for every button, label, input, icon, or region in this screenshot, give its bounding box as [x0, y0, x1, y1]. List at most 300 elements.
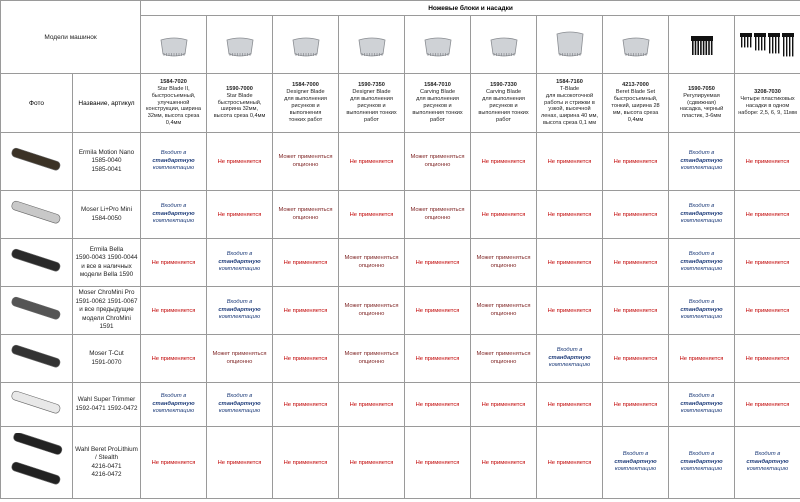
status-text: Входит в [556, 347, 583, 354]
status-optional [471, 335, 537, 383]
blade-header-1584-7000 [273, 74, 339, 133]
blade-image-1584-7160 [537, 16, 603, 74]
blade-desc-line: выполнения тонких [346, 109, 397, 116]
status-not-applicable [405, 287, 471, 335]
status-text: комплектацию [614, 466, 657, 473]
status-text: опционно [358, 262, 385, 269]
status-optional [273, 133, 339, 191]
blade-desc-line: для высокоточной [545, 92, 594, 99]
model-name-line: 4216-0471 [91, 462, 122, 470]
status-text: Не применяется [613, 401, 658, 408]
model-name [73, 191, 141, 239]
blade-desc-line: для выполнения [284, 96, 327, 103]
status-text: Может применяться [476, 350, 531, 357]
status-text: комплектацию [218, 266, 261, 273]
status-text: комплектацию [680, 466, 723, 473]
blade-desc-line: ленах, ширина 40 мм, [540, 113, 599, 120]
status-text: Не применяется [415, 355, 460, 362]
model-row [1, 383, 800, 427]
blade-desc-line: работ [430, 116, 445, 123]
blade-desc-line: Carving Blade [485, 89, 522, 96]
model-name [73, 287, 141, 335]
blade-desc-line: для выполнения [350, 96, 393, 103]
status-optional [471, 287, 537, 335]
blade-desc-line: выполнения тонких [412, 109, 463, 116]
status-text: Не применяется [613, 307, 658, 314]
status-not-applicable [141, 287, 207, 335]
status-text: стандартную [218, 400, 261, 407]
status-not-applicable [471, 383, 537, 427]
status-text: Не применяется [151, 307, 196, 314]
status-standard [669, 191, 735, 239]
status-not-applicable [471, 133, 537, 191]
status-text: Входит в [160, 150, 187, 157]
status-text: Не применяется [283, 307, 328, 314]
model-row [1, 427, 800, 499]
blade-desc-line: пластик, 3-6мм [681, 113, 722, 120]
status-standard [537, 335, 603, 383]
status-not-applicable [603, 239, 669, 287]
status-text: Не применяется [283, 401, 328, 408]
blade-desc-line: быстросъемный, [217, 99, 262, 106]
status-not-applicable [471, 427, 537, 499]
status-text: стандартную [680, 258, 723, 265]
blade-desc-line: работы и стрижки в [544, 99, 595, 106]
status-text: Входит в [688, 393, 715, 400]
status-not-applicable [141, 335, 207, 383]
status-not-applicable [603, 335, 669, 383]
blade-image-4213-7000 [603, 16, 669, 74]
status-standard [603, 427, 669, 499]
blade-desc-line: рисунков и [357, 103, 386, 109]
blade-header-1584-7020 [141, 74, 207, 133]
blade-image-1590-7000 [207, 16, 273, 74]
blade-article: 1584-7010 [424, 82, 451, 89]
status-text: Не применяется [481, 401, 526, 408]
status-text: Не применяется [217, 211, 262, 218]
blade-desc-line: мм, высота среза [612, 109, 659, 116]
status-text: Не применяется [349, 401, 394, 408]
status-standard [735, 427, 800, 499]
status-text: Не применяется [415, 307, 460, 314]
status-text: Не применяется [613, 355, 658, 362]
blade-desc-line: рисунков и [489, 103, 518, 109]
status-text: стандартную [680, 458, 723, 465]
blade-article: 1584-7000 [292, 82, 319, 89]
status-standard [207, 239, 273, 287]
status-text: Может применяться [278, 206, 333, 213]
blade-desc-line: 0,4мм [165, 120, 182, 127]
status-standard [207, 287, 273, 335]
status-text: Не применяется [349, 211, 394, 218]
status-text: опционно [424, 161, 451, 168]
status-text: Не применяется [679, 355, 724, 362]
blade-article: 1584-7020 [160, 78, 187, 85]
status-text: стандартную [746, 458, 789, 465]
status-text: комплектацию [680, 218, 723, 225]
status-text: комплектацию [746, 466, 789, 473]
status-standard [141, 191, 207, 239]
blade-desc-line: наборе: 2,5, 6, 9, 11мм [738, 109, 797, 116]
blade-article: 3208-7030 [754, 89, 781, 96]
status-optional [207, 335, 273, 383]
status-text: Не применяется [547, 401, 592, 408]
status-text: стандартную [218, 258, 261, 265]
status-not-applicable [537, 191, 603, 239]
model-name-line: Ermila Bella [89, 245, 124, 253]
status-text: Входит в [688, 150, 715, 157]
model-name-line: 1584-0050 [91, 214, 122, 222]
status-text: комплектацию [680, 408, 723, 415]
blade-article: 1590-7330 [490, 82, 517, 89]
status-text: Не применяется [745, 401, 790, 408]
status-text: Не применяется [415, 401, 460, 408]
model-name-line: Ermila Motion Nano [78, 148, 135, 156]
status-text: комплектацию [680, 314, 723, 321]
blade-desc-line: выполнения тонких [478, 109, 529, 116]
status-not-applicable [405, 335, 471, 383]
blade-header-1590-7330 [471, 74, 537, 133]
model-photo [1, 191, 73, 239]
status-text: опционно [292, 214, 319, 221]
blade-header-4213-7000 [603, 74, 669, 133]
status-optional [339, 239, 405, 287]
status-text: Входит в [160, 393, 187, 400]
status-text: Может применяться [344, 302, 399, 309]
status-text: опционно [490, 358, 517, 365]
blade-desc-line: Carving Blade [419, 89, 456, 96]
model-photo [1, 133, 73, 191]
status-text: опционно [490, 310, 517, 317]
status-optional [339, 287, 405, 335]
model-photo [1, 383, 73, 427]
status-text: Может применяться [410, 206, 465, 213]
status-text: Не применяется [349, 158, 394, 165]
blade-desc-line: (сдвижная) [687, 99, 716, 106]
status-text: Не применяется [151, 459, 196, 466]
blade-header-1590-7350 [339, 74, 405, 133]
blade-desc-line: для выполнения [416, 96, 459, 103]
blade-desc-line: T-Blade [559, 85, 580, 92]
status-text: Не применяется [547, 259, 592, 266]
status-not-applicable [273, 335, 339, 383]
status-not-applicable [207, 191, 273, 239]
status-text: Входит в [622, 451, 649, 458]
status-standard [669, 383, 735, 427]
status-text: Не применяется [283, 259, 328, 266]
model-name-line: модели ChroMini 1591 [82, 314, 131, 331]
model-name-line: 1592-0471 1592-0472 [75, 404, 138, 412]
model-row [1, 287, 800, 335]
status-text: опционно [226, 358, 253, 365]
status-text: стандартную [218, 306, 261, 313]
status-standard [207, 383, 273, 427]
status-text: Не применяется [481, 459, 526, 466]
status-text: Входит в [754, 451, 781, 458]
blade-header-3208-7030 [735, 74, 800, 133]
status-not-applicable [537, 133, 603, 191]
model-row [1, 335, 800, 383]
blade-article: 1590-7000 [226, 85, 253, 92]
status-not-applicable [603, 191, 669, 239]
status-optional [405, 191, 471, 239]
blade-image-1590-7350 [339, 16, 405, 74]
status-text: Не применяется [283, 355, 328, 362]
status-not-applicable [537, 383, 603, 427]
status-text: комплектацию [152, 408, 195, 415]
status-not-applicable [405, 427, 471, 499]
status-text: Не применяется [613, 211, 658, 218]
status-text: стандартную [680, 306, 723, 313]
status-text: Может применяться [212, 350, 267, 357]
model-row [1, 239, 800, 287]
model-name-line: 4216-0472 [91, 471, 122, 478]
blade-desc-line: для выполнения [482, 96, 525, 103]
status-text: стандартную [614, 458, 657, 465]
blade-image-1584-7000 [273, 16, 339, 74]
blade-article: 1590-7350 [358, 82, 385, 89]
blade-header-1584-7160 [537, 74, 603, 133]
model-row [1, 191, 800, 239]
status-text: Не применяется [217, 459, 262, 466]
status-not-applicable [537, 239, 603, 287]
status-text: опционно [424, 214, 451, 221]
status-text: Входит в [226, 251, 253, 258]
blade-desc-line: улучшенной [157, 99, 190, 106]
model-name [73, 427, 141, 499]
status-optional [273, 191, 339, 239]
status-standard [669, 133, 735, 191]
status-text: комплектацию [218, 408, 261, 415]
blade-desc-line: высота среза 0,4мм [213, 113, 266, 120]
status-optional [405, 133, 471, 191]
status-text: опционно [292, 161, 319, 168]
status-text: Может применяться [476, 254, 531, 261]
status-text: опционно [358, 310, 385, 317]
status-text: Не применяется [547, 307, 592, 314]
status-text: Не применяется [547, 459, 592, 466]
status-optional [471, 239, 537, 287]
status-text: комплектацию [548, 362, 591, 369]
model-name-line: Moser T-Cut [89, 350, 124, 357]
model-photo [1, 239, 73, 287]
blade-desc-line: Регулируемая [683, 92, 720, 99]
blade-article: 4213-7000 [622, 82, 649, 89]
status-text: Не применяется [415, 259, 460, 266]
status-not-applicable [603, 133, 669, 191]
status-text: Не применяется [547, 211, 592, 218]
blade-desc-line: работ [364, 116, 379, 123]
status-text: Может применяться [476, 302, 531, 309]
status-text: Входит в [688, 299, 715, 306]
status-text: Может применяться [410, 153, 465, 160]
status-not-applicable [273, 427, 339, 499]
status-standard [141, 133, 207, 191]
model-name-line: 1591-0070 [91, 358, 122, 366]
model-name-line: модели Bella 1590 [79, 271, 134, 278]
status-text: Не применяется [745, 158, 790, 165]
status-not-applicable [339, 191, 405, 239]
status-text: стандартную [152, 210, 195, 217]
blade-article: 1584-7160 [556, 78, 583, 85]
status-text: Не применяется [415, 459, 460, 466]
blade-article: 1590-7050 [688, 85, 715, 92]
status-text: стандартную [680, 157, 723, 164]
blade-desc-line: конструкции, ширина [146, 106, 201, 113]
status-text: Не применяется [349, 459, 394, 466]
blades-section-header: Ножевые блоки и насадки [141, 1, 800, 16]
status-not-applicable [339, 133, 405, 191]
model-name [73, 383, 141, 427]
status-text: стандартную [680, 210, 723, 217]
model-name-line: / Stealth [94, 454, 119, 461]
status-text: Не применяется [217, 158, 262, 165]
blade-desc-line: насадки в одном [745, 103, 790, 109]
blade-desc-line: рисунков и [423, 103, 452, 109]
status-text: Не применяется [481, 158, 526, 165]
status-text: Может применяться [278, 153, 333, 160]
blade-image-1590-7330 [471, 16, 537, 74]
status-text: Не применяется [151, 259, 196, 266]
status-text: опционно [358, 358, 385, 365]
blade-desc-line: Четыре пластиковых [740, 96, 795, 103]
status-text: Не применяется [745, 259, 790, 266]
status-text: Входит в [226, 299, 253, 306]
blade-desc-line: Beret Blade Set [615, 89, 656, 96]
blade-desc-line: тонкий, ширина 28 [611, 103, 660, 109]
status-not-applicable [735, 133, 800, 191]
status-text: комплектацию [680, 165, 723, 172]
status-text: стандартную [548, 354, 591, 361]
status-text: Входит в [160, 203, 187, 210]
status-text: комплектацию [152, 218, 195, 225]
status-text: Не применяется [613, 158, 658, 165]
blade-desc-line: тонких работ [288, 116, 323, 123]
blade-image-1584-7020 [141, 16, 207, 74]
status-text: Не применяется [745, 307, 790, 314]
status-not-applicable [735, 239, 800, 287]
status-text: Не применяется [283, 459, 328, 466]
model-name [73, 335, 141, 383]
blade-header-1590-7000 [207, 74, 273, 133]
blade-image-1584-7010 [405, 16, 471, 74]
blade-desc-line: 32мм, высота среза [147, 113, 200, 120]
status-not-applicable [735, 191, 800, 239]
blade-header-1590-7050 [669, 74, 735, 133]
blade-desc-line: насадка, черный [679, 106, 724, 113]
model-name-line: Moser Li+Pro Mini [81, 206, 132, 213]
model-name-line: и все в наличных [81, 262, 132, 270]
model-name [73, 239, 141, 287]
blade-desc-line: 0,4мм [627, 116, 644, 123]
blade-desc-line: рисунков и выполнения [289, 103, 322, 116]
status-standard [669, 427, 735, 499]
status-text: Входит в [226, 393, 253, 400]
status-text: стандартную [152, 157, 195, 164]
status-not-applicable [603, 287, 669, 335]
blade-desc-line: ширина 32мм, [220, 106, 259, 113]
blade-desc-line: быстросъемный, [151, 92, 196, 99]
model-row [1, 133, 800, 191]
blade-desc-line: высота среза 0,1 мм [542, 120, 597, 127]
status-text: Не применяется [547, 158, 592, 165]
status-text: Не применяется [151, 355, 196, 362]
status-standard [141, 383, 207, 427]
model-name-line: Moser ChroMini Pro [78, 289, 135, 297]
model-name-line: 1590-0043 1590-0044 [75, 254, 138, 261]
model-name-line: 1585-0040 [91, 157, 122, 165]
model-photo [1, 335, 73, 383]
model-name-line: 1591-0062 1591-0067 [75, 297, 138, 305]
model-name [73, 133, 141, 191]
status-not-applicable [339, 383, 405, 427]
status-text: стандартную [680, 400, 723, 407]
status-text: Входит в [688, 251, 715, 258]
status-not-applicable [273, 239, 339, 287]
status-not-applicable [471, 191, 537, 239]
blade-header-1584-7010 [405, 74, 471, 133]
status-text: Может применяться [344, 350, 399, 357]
status-not-applicable [141, 239, 207, 287]
model-name-line: Wahl Super Trimmer [77, 396, 136, 403]
status-not-applicable [735, 287, 800, 335]
status-not-applicable [273, 383, 339, 427]
status-text: опционно [490, 262, 517, 269]
status-not-applicable [339, 427, 405, 499]
status-not-applicable [405, 239, 471, 287]
status-optional [339, 335, 405, 383]
blade-image-1590-7050 [669, 16, 735, 74]
model-name-line: 1585-0041 [91, 165, 122, 173]
status-text: Может применяться [344, 254, 399, 261]
status-not-applicable [669, 335, 735, 383]
status-text: комплектацию [680, 266, 723, 273]
status-not-applicable [141, 427, 207, 499]
blade-desc-line: Designer Blade [286, 89, 325, 96]
status-not-applicable [273, 287, 339, 335]
blade-desc-line: Star Blade [226, 92, 253, 99]
blade-desc-line: быстросъемный, [613, 96, 658, 103]
status-not-applicable [207, 427, 273, 499]
photo-column-header: Фото [1, 74, 73, 133]
status-not-applicable [537, 427, 603, 499]
status-text: стандартную [152, 400, 195, 407]
blade-desc-line: узкой, высечной [548, 106, 591, 113]
status-text: Не применяется [745, 211, 790, 218]
status-text: Не применяется [745, 355, 790, 362]
status-text: Не применяется [613, 259, 658, 266]
status-not-applicable [537, 287, 603, 335]
blade-desc-line: Star Blade II, [157, 85, 190, 92]
status-not-applicable [735, 383, 800, 427]
model-photo [1, 287, 73, 335]
status-text: Входит в [688, 451, 715, 458]
model-name-line: Wahl Beret ProLithium [75, 445, 138, 453]
blade-desc-line: Designer Blade [352, 89, 391, 96]
status-not-applicable [207, 133, 273, 191]
status-text: Не применяется [481, 211, 526, 218]
status-text: комплектацию [218, 314, 261, 321]
model-name-line: и все предыдущие [79, 306, 134, 314]
blade-image-3208-7030 [735, 16, 800, 74]
status-not-applicable [405, 383, 471, 427]
status-text: Входит в [688, 203, 715, 210]
status-not-applicable [735, 335, 800, 383]
models-header: Модели машинок [1, 1, 141, 74]
model-photo [1, 427, 73, 499]
status-standard [669, 239, 735, 287]
status-standard [669, 287, 735, 335]
